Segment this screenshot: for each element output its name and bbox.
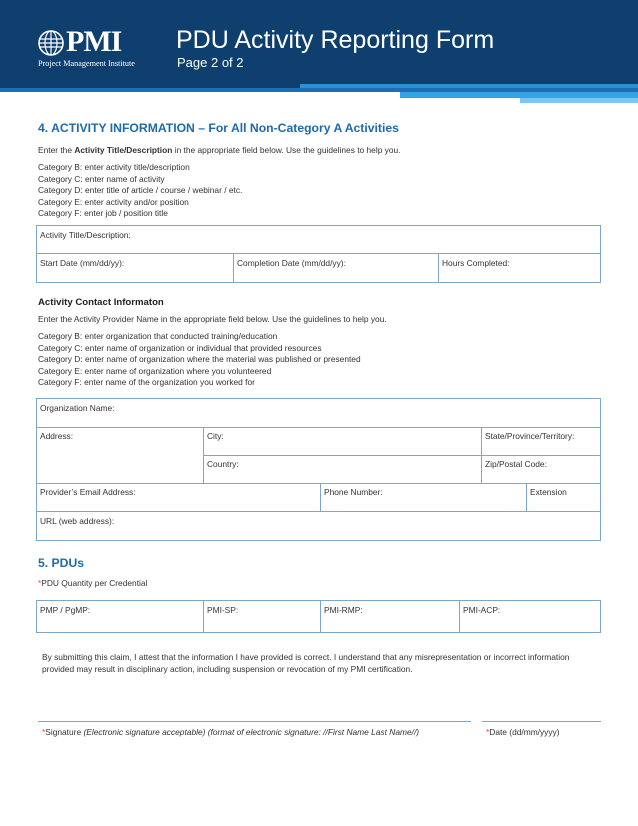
- page-header: [0, 0, 638, 92]
- logo-wordmark: PMI: [66, 25, 122, 58]
- table-divider: [36, 253, 601, 254]
- contact-info-title: Activity Contact Informaton: [38, 297, 164, 308]
- pdu-quantity-label: [38, 578, 147, 590]
- pdu-quantity-text: PDU Quantity per Credential: [41, 578, 148, 588]
- guideline-item: Category D: enter name of organization where the material was published or presented: [38, 354, 361, 364]
- form-title: PDU Activity Reporting Form: [176, 26, 495, 54]
- address-field[interactable]: Address:: [40, 431, 74, 441]
- table-divider: [36, 483, 601, 484]
- activity-title-field[interactable]: Activity Title/Description:: [40, 230, 131, 240]
- globe-icon: [36, 28, 66, 58]
- organization-name-field[interactable]: Organization Name:: [40, 403, 115, 413]
- table-divider: [233, 253, 234, 283]
- state-field[interactable]: State/Province/Territory:: [485, 431, 575, 441]
- url-field[interactable]: URL (web address):: [40, 516, 115, 526]
- required-mark: *: [42, 727, 46, 737]
- guideline-item: Category C: enter name of organization or individual that provided resources: [38, 342, 322, 353]
- contact-info-intro: Enter the Activity Provider Name in the appropriate field below. Use the guidelines to help you.: [38, 314, 387, 324]
- table-divider: [526, 483, 527, 511]
- required-mark: *: [486, 727, 490, 737]
- logo-tagline: Project Management Institute: [38, 59, 135, 68]
- table-divider: [320, 600, 321, 633]
- signature-label: [42, 727, 419, 737]
- pmi-rmp-field[interactable]: PMI-RMP:: [324, 605, 363, 615]
- table-divider: [438, 253, 439, 283]
- section-4-title: 4. ACTIVITY INFORMATION – For All Non-Category A Activities: [38, 121, 399, 135]
- phone-number-field[interactable]: Phone Number:: [324, 487, 383, 497]
- intro-emphasis: Activity Title/Description: [74, 145, 173, 155]
- pmp-pgmp-field[interactable]: PMP / PgMP:: [40, 605, 91, 615]
- guideline-item: Category E: enter activity and/or position: [38, 196, 189, 207]
- table-divider: [203, 455, 601, 456]
- date-label: [486, 727, 560, 737]
- pmi-acp-field[interactable]: PMI-ACP:: [463, 605, 501, 615]
- country-field[interactable]: Country:: [207, 459, 239, 469]
- signature-label-text: Signature: [45, 727, 84, 737]
- guideline-item: Category F: enter name of the organization you worked for: [38, 377, 255, 387]
- section-5-title: 5. PDUs: [38, 556, 85, 570]
- pmi-logo: [36, 25, 144, 70]
- completion-date-field[interactable]: Completion Date (mm/dd/yy):: [237, 258, 346, 268]
- guideline-item: Category E: enter name of organization where you volunteered: [38, 365, 272, 376]
- guideline-item: Category D: enter title of article / course / webinar / etc.: [38, 185, 243, 195]
- pmi-sp-field[interactable]: PMI-SP:: [207, 605, 239, 615]
- certification-statement: By submitting this claim, I attest that the information I have provided is correct. I understand that any misrepresentation or incorrect information provided may result in disciplinary action, including suspension or revocation of my PMI certification.: [42, 652, 570, 674]
- city-field[interactable]: City:: [207, 431, 224, 441]
- date-line[interactable]: [482, 721, 601, 722]
- provider-email-field[interactable]: Provider’s Email Address:: [40, 487, 136, 497]
- start-date-field[interactable]: Start Date (mm/dd/yy):: [40, 258, 125, 268]
- guideline-item: Category C: enter name of activity: [38, 173, 165, 184]
- hours-completed-field[interactable]: Hours Completed:: [442, 258, 510, 268]
- signature-line[interactable]: [38, 721, 471, 722]
- table-divider: [36, 427, 601, 428]
- section-4-intro: [38, 145, 401, 157]
- intro-text-end: in the appropriate field below. Use the guidelines to help you.: [172, 145, 401, 155]
- signature-note: (Electronic signature acceptable): [83, 727, 206, 737]
- table-divider: [36, 511, 601, 512]
- table-divider: [203, 600, 204, 633]
- page-number: Page 2 of 2: [177, 55, 244, 70]
- table-divider: [459, 600, 460, 633]
- zip-field[interactable]: Zip/Postal Code:: [485, 459, 547, 469]
- required-mark: *: [38, 578, 42, 588]
- guideline-item: Category B: enter activity title/description: [38, 162, 190, 172]
- contact-guidelines: [38, 331, 361, 389]
- table-divider: [203, 427, 204, 483]
- activity-guidelines: [38, 162, 242, 220]
- header-stripe-light: [520, 98, 638, 103]
- date-label-text: Date (dd/mm/yyyy): [489, 727, 560, 737]
- signature-format-note: (format of electronic signature: //First Name Last Name//): [205, 727, 420, 737]
- guideline-item: Category F: enter job / position title: [38, 208, 168, 218]
- table-divider: [481, 427, 482, 483]
- intro-text: Enter the: [38, 145, 75, 155]
- extension-field[interactable]: Extension: [530, 487, 567, 497]
- guideline-item: Category B: enter organization that conducted training/education: [38, 331, 278, 341]
- table-divider: [320, 483, 321, 511]
